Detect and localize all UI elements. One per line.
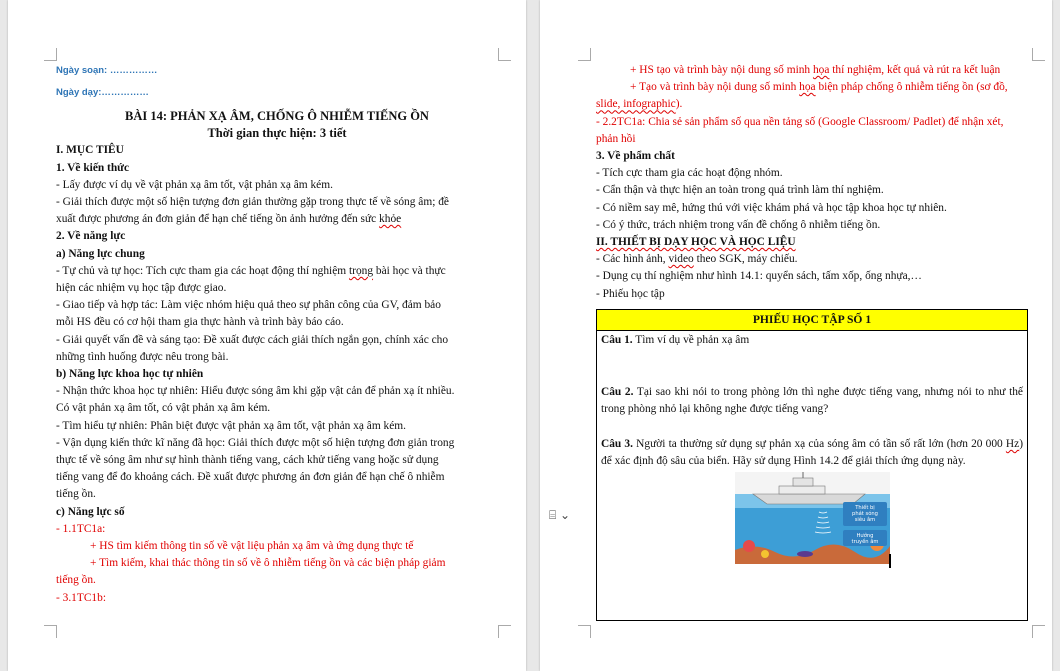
paragraph-line: thực tế về sóng âm như sự hình thành tiếng vang, cách khử tiếng vang hoặc sử dụng	[56, 454, 439, 467]
digital-competency-item: phản hồi	[596, 132, 636, 145]
left-page-text[interactable]	[56, 60, 498, 607]
paragraph-line: Có vật phản xạ âm tốt, có vật phản xạ âm kém.	[56, 402, 271, 415]
text-run: xuất được phương án đơn giản để hạn chế tiếng ồn ảnh hưởng đến sức	[56, 213, 380, 226]
text-run: theo SGK, máy chiếu.	[693, 253, 798, 266]
text-run: thí nghiệm, kết quả và rút ra kết luận	[829, 64, 1001, 76]
paragraph-line: - Giao tiếp và hợp tác: Làm việc nhóm hiệu quả theo sự phân công của GV, đảm bảo	[56, 299, 441, 312]
document-page-right	[540, 0, 1052, 671]
subsection-heading: 1. Về kiến thức	[56, 161, 130, 174]
text-run: biện pháp chống ô nhiễm tiếng ồn (sơ đồ,	[815, 81, 1008, 94]
paragraph-line: mỗi HS đều có cơ hội tham gia thực hành và trình bày báo cáo.	[56, 316, 344, 329]
label-wave: Hướng truyền âm	[851, 533, 879, 545]
question-1	[601, 332, 1023, 349]
spelling-flag[interactable]: trọng	[348, 264, 374, 277]
paragraph-line: - Giải thích được một số hiện tượng đơn giản thường gặp trong thực tế về sóng âm; đề	[56, 196, 449, 209]
section-heading	[596, 234, 1036, 251]
question-text: Tại sao khi nói to trong phòng lớn thì nghe được tiếng vang, nhưng nói to như thế trong phòng nhỏ lại không nghe được tiếng vang?	[601, 386, 1023, 416]
paragraph-line: hiện các nhiệm vụ học tập được giao.	[56, 282, 227, 295]
margin-corner	[578, 48, 591, 61]
paragraph-line: những tình huống được nêu trong bài.	[56, 350, 229, 363]
paragraph-line	[56, 263, 498, 280]
paragraph-line: tiếng ồn.	[56, 488, 96, 501]
digital-competency-item	[596, 62, 1036, 79]
subsection-heading: c) Năng lực số	[56, 505, 125, 518]
digital-competency-item: + HS tìm kiếm thông tin số về vật liệu phản xạ âm và ứng dụng thực tế	[90, 540, 414, 553]
digital-competency-code: - 3.1TC1b:	[56, 591, 106, 604]
margin-corner	[1032, 625, 1045, 638]
question-3	[601, 436, 1023, 470]
text-run: ).	[675, 98, 683, 111]
right-page-text[interactable]	[596, 62, 1036, 303]
paragraph-line: - Có niềm say mê, hứng thú với việc khám phá và học tập khoa học tự nhiên.	[596, 201, 947, 214]
digital-competency-code: - 2.2TC1a: Chia sẻ sản phẩm số qua nền tảng số (Google Classroom/ Padlet) để nhận xét,	[596, 115, 1004, 128]
paragraph-line: - Vận dụng kiến thức kĩ năng đã học: Giải thích được một số hiện tượng đơn giản trong	[56, 436, 455, 449]
section-heading: I. MỤC TIÊU	[56, 144, 124, 157]
subsection-heading: 2. Về năng lực	[56, 230, 126, 243]
worksheet-table[interactable]	[596, 309, 1028, 621]
paragraph-line: - Cẩn thận và thực hiện an toàn trong quá trình làm thí nghiệm.	[596, 184, 884, 197]
coral	[743, 540, 755, 552]
question-2	[601, 384, 1023, 418]
lesson-duration: Thời gian thực hiện: 3 tiết	[207, 126, 347, 141]
layout-options-button[interactable]	[549, 508, 570, 523]
spelling-flag[interactable]: video	[668, 253, 694, 266]
question-label: Câu 2.	[601, 386, 634, 398]
spelling-flag[interactable]: họa	[812, 64, 830, 76]
paragraph-line: tiếng vang để đo khoảng cách. Đề xuất được phương án đơn giản để hạn chế ô nhiễm	[56, 471, 445, 484]
chevron-down-icon: ⌄	[560, 508, 571, 522]
paragraph-line: - Tìm hiểu tự nhiên: Phân biệt được vật phản xạ âm tốt, vật phản xạ âm kém.	[56, 419, 406, 432]
text-run: + HS tạo và trình bày nội dung số minh	[630, 64, 813, 76]
label-device: Thiết bị phát sóng siêu âm	[852, 505, 878, 523]
margin-corner	[578, 625, 591, 638]
spelling-flag[interactable]: khỏe	[379, 213, 402, 226]
text-run: + Tạo và trình bày nội dung số minh	[630, 81, 800, 94]
spelling-flag[interactable]: họa	[799, 81, 816, 94]
text-cursor	[889, 554, 891, 568]
digital-competency-item	[596, 79, 1036, 96]
paragraph-line: - Giải quyết vấn đề và sáng tạo: Đề xuất được cách giải thích ngắn gọn, chính xác cho	[56, 333, 449, 346]
ship-sonar-illustration	[735, 472, 890, 564]
layout-options-icon: ⌸	[549, 508, 557, 522]
worksheet-header: PHIẾU HỌC TẬP SỐ 1	[597, 310, 1027, 331]
subsection-heading: b) Năng lực khoa học tự nhiên	[56, 368, 204, 381]
digital-competency-item	[596, 96, 1036, 113]
paragraph-line: - Dụng cụ thí nghiệm như hình 14.1: quyển sách, tấm xốp, ống nhựa,…	[596, 270, 922, 283]
fish	[797, 551, 813, 557]
prep-date: Ngày soạn: ……………	[56, 65, 158, 76]
digital-competency-item: tiếng ồn.	[56, 574, 96, 587]
paragraph-line: - Nhận thức khoa học tự nhiên: Hiểu được sóng âm khi gặp vật cản để phản xạ ít nhiều.	[56, 385, 455, 398]
paragraph-line	[596, 251, 1036, 268]
question-label: Câu 3.	[601, 438, 633, 450]
margin-corner	[498, 625, 511, 638]
spelling-flag[interactable]: slide, infographic	[596, 98, 676, 111]
paragraph-line: - Phiếu học tập	[596, 287, 665, 300]
ship-deck	[779, 486, 825, 494]
spelling-flag[interactable]: Hz	[1005, 438, 1020, 450]
paragraph-line: - Có ý thức, trách nhiệm trong vấn đề chống ô nhiễm tiếng ồn.	[596, 218, 881, 231]
paragraph-line	[56, 211, 498, 228]
subsection-heading: a) Năng lực chung	[56, 247, 145, 260]
question-text: ) để xác định độ sâu của biển. Hãy sử dụng Hình 14.2 để giải thích ứng dụng này.	[601, 438, 1023, 468]
digital-competency-code: - 1.1TC1a:	[56, 522, 106, 535]
paragraph-line: - Lấy được ví dụ về vật phản xạ âm tốt, vật phản xạ âm kém.	[56, 178, 333, 191]
spelling-flag[interactable]: II. THIẾT BỊ DẠY HỌC VÀ HỌC LIỆU	[596, 236, 796, 249]
text-run: - Tự chủ và tự học: Tích cực tham gia các hoạt động thí nghiệm	[56, 264, 349, 277]
text-run: - Các hình ảnh,	[596, 253, 669, 266]
question-text: Tìm ví dụ về phản xạ âm	[632, 334, 750, 346]
lesson-title: BÀI 14: PHẢN XẠ ÂM, CHỐNG Ô NHIỄM TIẾNG ỒN	[125, 109, 429, 123]
question-label: Câu 1.	[601, 334, 633, 346]
document-page-left	[8, 0, 526, 671]
coral	[761, 550, 769, 558]
margin-corner	[498, 48, 511, 61]
question-text: Người ta thường sử dụng sự phản xạ của sóng âm có tần số rất lớn (hơn 20 000	[632, 438, 1006, 450]
digital-competency-item: + Tìm kiếm, khai thác thông tin số về ô nhiễm tiếng ồn và các biện pháp giảm	[90, 557, 446, 570]
subsection-heading: 3. Về phẩm chất	[596, 150, 675, 163]
paragraph-line: - Tích cực tham gia các hoạt động nhóm.	[596, 167, 783, 180]
margin-corner	[44, 625, 57, 638]
ship-bridge	[793, 478, 813, 486]
margin-corner	[1032, 48, 1045, 61]
text-run: bài học và thực	[373, 264, 446, 277]
figure-14-2-echo-sounding[interactable]	[735, 472, 890, 564]
teach-date: Ngày dạy:……………	[56, 87, 149, 98]
